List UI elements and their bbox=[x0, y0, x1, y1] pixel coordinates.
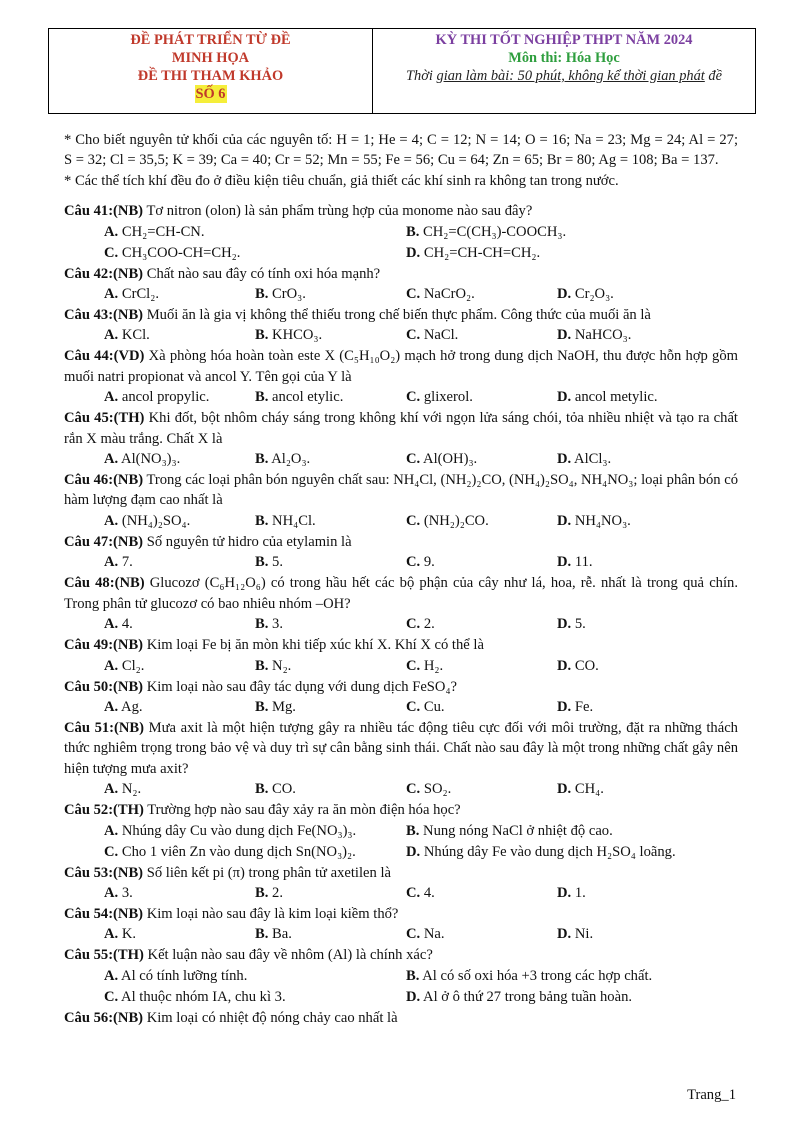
option-letter: A. bbox=[104, 657, 119, 674]
option-letter: D. bbox=[557, 781, 572, 798]
option-text: 4. bbox=[420, 884, 435, 901]
answer-option bbox=[406, 511, 557, 532]
option-text: Ni. bbox=[571, 926, 594, 943]
option-letter: D. bbox=[557, 512, 572, 529]
answer-options bbox=[64, 387, 738, 408]
option-letter: A. bbox=[104, 554, 119, 571]
option-letter: C. bbox=[104, 988, 119, 1005]
question-stem: Mưa axit là một hiện tượng gây ra nhiều tác động tiêu cực đối với môi trường, đặt ra những thách thức nghiêm trọng trong bảo vệ và duy trì sự cân bằng sinh thái. Chất nào sau đây là một trong những chất gây nên hiện tượng mưa axit? bbox=[64, 719, 738, 777]
option-letter: A. bbox=[104, 884, 119, 901]
question-item bbox=[64, 346, 738, 408]
option-text: Ag. bbox=[118, 698, 143, 715]
answer-options bbox=[64, 511, 738, 532]
option-text: Nung nóng NaCl ở nhiệt độ cao. bbox=[419, 822, 613, 839]
answer-option bbox=[557, 552, 738, 573]
option-text: Al có số oxi hóa +3 trong các hợp chất. bbox=[419, 967, 653, 984]
question-stem: Trường hợp nào sau đây xảy ra ăn mòn điện hóa học? bbox=[143, 802, 461, 819]
answer-options bbox=[64, 325, 738, 346]
question-text bbox=[64, 718, 738, 779]
answer-option bbox=[104, 821, 406, 842]
question-stem: Kết luận nào sau đây về nhôm (Al) là chính xác? bbox=[143, 947, 433, 964]
question-list bbox=[64, 201, 738, 1028]
option-letter: C. bbox=[406, 781, 421, 798]
option-text: ancol metylic. bbox=[571, 389, 658, 406]
option-letter: D. bbox=[557, 926, 572, 943]
answer-option bbox=[255, 511, 406, 532]
option-letter: D. bbox=[557, 389, 572, 406]
answer-options bbox=[64, 284, 738, 305]
option-text: 11. bbox=[571, 554, 593, 571]
answer-option bbox=[255, 924, 406, 945]
answer-option bbox=[406, 284, 557, 305]
option-text: AlCl₃. bbox=[571, 451, 612, 468]
option-letter: C. bbox=[406, 698, 421, 715]
option-letter: A. bbox=[104, 512, 119, 529]
option-letter: A. bbox=[104, 223, 119, 240]
option-letter: B. bbox=[255, 512, 269, 529]
option-letter: B. bbox=[255, 657, 269, 674]
answer-option bbox=[557, 449, 738, 470]
option-text: 2. bbox=[268, 884, 283, 901]
answer-option bbox=[104, 511, 255, 532]
answer-option bbox=[104, 284, 255, 305]
answer-option bbox=[255, 656, 406, 677]
option-letter: D. bbox=[557, 698, 572, 715]
option-text: H₂. bbox=[420, 657, 444, 674]
option-letter: B. bbox=[406, 967, 420, 984]
answer-option bbox=[557, 387, 738, 408]
question-label: Câu 43:(NB) bbox=[64, 307, 144, 324]
answer-options bbox=[64, 821, 738, 863]
option-text: 9. bbox=[420, 554, 435, 571]
option-letter: B. bbox=[406, 822, 420, 839]
answer-option bbox=[255, 284, 406, 305]
option-text: Al₂O₃. bbox=[268, 451, 311, 468]
answer-option bbox=[406, 656, 557, 677]
answer-option bbox=[104, 697, 255, 718]
option-letter: C. bbox=[104, 843, 119, 860]
header-left-line3: ĐỀ THI THAM KHẢO bbox=[137, 68, 284, 84]
option-text: Mg. bbox=[268, 698, 296, 715]
option-text: Al ở ô thứ 27 trong bảng tuần hoàn. bbox=[420, 988, 633, 1005]
option-text: Al(NO₃)₃. bbox=[118, 451, 181, 468]
answer-option bbox=[255, 614, 406, 635]
option-text: N₂. bbox=[118, 781, 142, 798]
question-label: Câu 44:(VD) bbox=[64, 348, 145, 365]
answer-option bbox=[406, 243, 738, 264]
question-text bbox=[64, 408, 738, 449]
answer-option bbox=[406, 821, 738, 842]
answer-options bbox=[64, 552, 738, 573]
answer-option bbox=[104, 779, 255, 800]
question-stem: Khi đốt, bột nhôm cháy sáng trong không khí với ngọn lửa sáng chói, tỏa nhiều nhiệt và tạo ra chất rắn X màu trắng. Chất X là bbox=[64, 410, 738, 447]
option-letter: B. bbox=[255, 554, 269, 571]
option-letter: A. bbox=[104, 286, 119, 303]
answer-option bbox=[406, 614, 557, 635]
option-letter: B. bbox=[255, 884, 269, 901]
answer-option bbox=[255, 449, 406, 470]
question-label: Câu 45:(TH) bbox=[64, 410, 145, 427]
note-gas-conditions: * Các thể tích khí đều đo ở điều kiện tiêu chuẩn, giả thiết các khí sinh ra không tan trong nước. bbox=[64, 172, 619, 189]
answer-option bbox=[104, 924, 255, 945]
option-text: 2. bbox=[420, 616, 435, 633]
option-letter: A. bbox=[104, 389, 119, 406]
option-letter: B. bbox=[255, 286, 269, 303]
option-text: KHCO₃. bbox=[268, 327, 323, 344]
question-item bbox=[64, 573, 738, 635]
answer-option bbox=[406, 552, 557, 573]
question-item bbox=[64, 863, 738, 904]
question-stem: Kim loại Fe bị ăn mòn khi tiếp xúc khí X. Khí X có thể là bbox=[143, 637, 484, 654]
option-letter: C. bbox=[406, 512, 421, 529]
question-item bbox=[64, 945, 738, 1007]
question-item bbox=[64, 1008, 738, 1028]
answer-option bbox=[557, 614, 738, 635]
header-left-line1: ĐỀ PHÁT TRIỂN TỪ ĐỀ bbox=[130, 32, 291, 48]
option-text: CO. bbox=[268, 781, 296, 798]
option-text: Nhúng dây Cu vào dung dịch Fe(NO₃)₃. bbox=[118, 822, 357, 839]
option-text: N₂. bbox=[268, 657, 292, 674]
question-stem: Xà phòng hóa hoàn toàn este X (C₅H₁₀O₂) mạch hở trong dung dịch NaOH, thu được hỗn hợp gồm muối natri propionat và ancol Y. Tên gọi của Y là bbox=[64, 348, 738, 385]
answer-option bbox=[104, 842, 406, 863]
option-text: CH₃COO-CH=CH₂. bbox=[118, 244, 241, 261]
question-label: Câu 49:(NB) bbox=[64, 637, 144, 654]
question-item bbox=[64, 718, 738, 800]
answer-options bbox=[64, 924, 738, 945]
exam-content bbox=[64, 130, 738, 1028]
option-letter: D. bbox=[557, 884, 572, 901]
question-label: Câu 46:(NB) bbox=[64, 472, 144, 489]
exam-title: KỲ THI TỐT NGHIỆP THPT NĂM 2024 bbox=[435, 32, 693, 48]
option-text: K. bbox=[118, 926, 137, 943]
answer-options bbox=[64, 222, 738, 264]
question-label: Câu 50:(NB) bbox=[64, 678, 144, 695]
question-stem: Glucozơ (C₆H₁₂O₆) có trong hầu hết các bộ phận của cây như lá, hoa, rễ. nhất là trong quả chín. Trong phân tử glucozơ có bao nhiêu nhóm –OH? bbox=[64, 575, 738, 612]
option-letter: C. bbox=[406, 926, 421, 943]
option-letter: C. bbox=[406, 616, 421, 633]
answer-option bbox=[255, 325, 406, 346]
option-text: Cl₂. bbox=[118, 657, 145, 674]
option-text: 3. bbox=[118, 884, 133, 901]
question-label: Câu 56:(NB) bbox=[64, 1009, 144, 1026]
question-text bbox=[64, 863, 738, 883]
answer-option bbox=[104, 243, 406, 264]
option-letter: B. bbox=[255, 698, 269, 715]
option-letter: D. bbox=[557, 616, 572, 633]
answer-option bbox=[406, 449, 557, 470]
exam-number-badge: SỐ 6 bbox=[195, 86, 226, 102]
note-atomic-masses: * Cho biết nguyên tử khối của các nguyên tố: H = 1; He = 4; C = 12; N = 14; O = 16; Na = 23; Mg = 24; Al = 27; S = 32; Cl = 35,5; K = 39; Ca = 40; Cr = 52; Mn = 55; Fe = 56; Cu = 64; Zn = 65; Br = 80; Ag = 108; Ba = 137. bbox=[64, 132, 738, 169]
question-item bbox=[64, 470, 738, 532]
option-text: Na. bbox=[420, 926, 445, 943]
option-text: Fe. bbox=[571, 698, 594, 715]
option-text: CH₂=CH-CH=CH₂. bbox=[420, 244, 541, 261]
option-letter: C. bbox=[406, 327, 421, 344]
option-text: NH₄Cl. bbox=[268, 512, 316, 529]
answer-options bbox=[64, 779, 738, 800]
option-letter: B. bbox=[255, 389, 269, 406]
answer-option bbox=[406, 222, 738, 243]
option-text: Al(OH)₃. bbox=[420, 451, 478, 468]
option-text: CH₄. bbox=[571, 781, 604, 798]
option-text: NaHCO₃. bbox=[571, 327, 632, 344]
question-item bbox=[64, 677, 738, 718]
option-text: 5. bbox=[268, 554, 283, 571]
option-letter: C. bbox=[406, 554, 421, 571]
answer-option bbox=[255, 779, 406, 800]
option-text: ancol propylic. bbox=[118, 389, 210, 406]
answer-options bbox=[64, 966, 738, 1008]
question-item bbox=[64, 904, 738, 945]
question-label: Câu 51:(NB) bbox=[64, 719, 145, 736]
option-letter: C. bbox=[406, 286, 421, 303]
question-stem: Chất nào sau đây có tính oxi hóa mạnh? bbox=[143, 265, 381, 282]
option-text: Cu. bbox=[420, 698, 445, 715]
answer-option bbox=[255, 883, 406, 904]
option-text: 3. bbox=[268, 616, 283, 633]
option-text: Cr₂O₃. bbox=[571, 286, 614, 303]
option-text: 7. bbox=[118, 554, 133, 571]
option-letter: A. bbox=[104, 781, 119, 798]
answer-option bbox=[104, 883, 255, 904]
answer-option bbox=[406, 842, 738, 863]
option-text: CH₂=C(CH₃)-COOCH₃. bbox=[419, 223, 567, 240]
answer-option bbox=[557, 284, 738, 305]
answer-options bbox=[64, 614, 738, 635]
option-letter: D. bbox=[557, 286, 572, 303]
option-text: Ba. bbox=[268, 926, 292, 943]
answer-option bbox=[104, 387, 255, 408]
answer-option bbox=[557, 656, 738, 677]
answer-options bbox=[64, 656, 738, 677]
exam-header bbox=[48, 28, 756, 114]
option-text: KCl. bbox=[118, 327, 150, 344]
option-text: CH₂=CH-CN. bbox=[118, 223, 205, 240]
question-label: Câu 53:(NB) bbox=[64, 864, 144, 881]
answer-options bbox=[64, 449, 738, 470]
option-letter: B. bbox=[255, 327, 269, 344]
question-label: Câu 48:(NB) bbox=[64, 575, 145, 592]
question-stem: Kim loại có nhiệt độ nóng chảy cao nhất là bbox=[143, 1009, 398, 1026]
option-text: (NH₂)₂CO. bbox=[420, 512, 489, 529]
notes bbox=[64, 130, 738, 191]
question-label: Câu 41:(NB) bbox=[64, 203, 144, 220]
answer-option bbox=[557, 511, 738, 532]
option-letter: B. bbox=[255, 781, 269, 798]
answer-option bbox=[406, 387, 557, 408]
answer-option bbox=[104, 966, 406, 987]
option-text: CO. bbox=[571, 657, 599, 674]
question-item bbox=[64, 635, 738, 676]
answer-option bbox=[557, 697, 738, 718]
option-letter: D. bbox=[406, 244, 421, 261]
answer-option bbox=[104, 325, 255, 346]
question-stem: Số nguyên tử hidro của etylamin là bbox=[143, 533, 352, 550]
option-letter: D. bbox=[557, 327, 572, 344]
option-letter: C. bbox=[406, 389, 421, 406]
option-text: Al có tính lưỡng tính. bbox=[118, 967, 248, 984]
question-item bbox=[64, 305, 738, 346]
option-letter: B. bbox=[255, 926, 269, 943]
option-letter: D. bbox=[557, 554, 572, 571]
time-limit: Thời gian làm bài: 50 phút, không kể thời gian phát đề bbox=[406, 68, 722, 84]
question-item bbox=[64, 532, 738, 573]
option-letter: B. bbox=[406, 223, 420, 240]
option-letter: D. bbox=[557, 657, 572, 674]
question-label: Câu 54:(NB) bbox=[64, 905, 144, 922]
option-letter: A. bbox=[104, 616, 119, 633]
option-letter: C. bbox=[406, 451, 421, 468]
answer-option bbox=[406, 924, 557, 945]
option-text: NaCrO₂. bbox=[420, 286, 475, 303]
question-stem: Muối ăn là gia vị không thể thiếu trong chế biến thực phẩm. Công thức của muối ăn là bbox=[143, 307, 651, 324]
question-item bbox=[64, 408, 738, 470]
question-text bbox=[64, 904, 738, 924]
option-letter: A. bbox=[104, 698, 119, 715]
option-letter: A. bbox=[104, 822, 119, 839]
question-label: Câu 47:(NB) bbox=[64, 533, 144, 550]
option-text: CrO₃. bbox=[268, 286, 306, 303]
question-text bbox=[64, 305, 738, 325]
question-text bbox=[64, 264, 738, 284]
answer-option bbox=[406, 325, 557, 346]
option-text: 4. bbox=[118, 616, 133, 633]
answer-option bbox=[406, 779, 557, 800]
option-text: Nhúng dây Fe vào dung dịch H₂SO₄ loãng. bbox=[420, 843, 676, 860]
option-text: CrCl₂. bbox=[118, 286, 159, 303]
question-stem: Kim loại nào sau đây là kim loại kiềm thổ? bbox=[143, 905, 399, 922]
option-letter: B. bbox=[255, 616, 269, 633]
option-letter: D. bbox=[406, 843, 421, 860]
page-number: Trang_1 bbox=[687, 1087, 736, 1103]
question-text bbox=[64, 677, 738, 697]
answer-options bbox=[64, 697, 738, 718]
answer-options bbox=[64, 883, 738, 904]
option-letter: D. bbox=[406, 988, 421, 1005]
answer-option bbox=[104, 614, 255, 635]
option-text: NH₄NO₃. bbox=[571, 512, 631, 529]
question-text bbox=[64, 573, 738, 614]
question-text bbox=[64, 945, 738, 965]
option-text: NaCl. bbox=[420, 327, 459, 344]
option-letter: C. bbox=[104, 244, 119, 261]
option-text: SO₂. bbox=[420, 781, 452, 798]
question-text bbox=[64, 201, 738, 221]
answer-option bbox=[255, 552, 406, 573]
option-text: Al thuộc nhóm IA, chu kì 3. bbox=[118, 988, 286, 1005]
answer-option bbox=[406, 966, 738, 987]
question-item bbox=[64, 800, 738, 862]
option-letter: A. bbox=[104, 926, 119, 943]
option-letter: C. bbox=[406, 884, 421, 901]
option-text: 5. bbox=[571, 616, 586, 633]
option-letter: A. bbox=[104, 451, 119, 468]
option-letter: B. bbox=[255, 451, 269, 468]
header-left bbox=[49, 29, 373, 113]
answer-option bbox=[104, 987, 406, 1008]
answer-option bbox=[557, 325, 738, 346]
option-letter: C. bbox=[406, 657, 421, 674]
question-stem: Số liên kết pi (π) trong phân tử axetilen là bbox=[143, 864, 391, 881]
question-stem: Tơ nitron (olon) là sản phẩm trùng hợp của monome nào sau đây? bbox=[143, 203, 533, 220]
question-text bbox=[64, 800, 738, 820]
answer-option bbox=[104, 449, 255, 470]
option-text: ancol etylic. bbox=[268, 389, 344, 406]
answer-option bbox=[557, 883, 738, 904]
question-text bbox=[64, 532, 738, 552]
question-text bbox=[64, 1008, 738, 1028]
answer-option bbox=[255, 697, 406, 718]
option-text: (NH₄)₂SO₄. bbox=[118, 512, 191, 529]
answer-option bbox=[406, 883, 557, 904]
answer-option bbox=[104, 552, 255, 573]
answer-option bbox=[406, 987, 738, 1008]
question-item bbox=[64, 201, 738, 263]
header-right bbox=[373, 29, 755, 113]
answer-option bbox=[406, 697, 557, 718]
question-item bbox=[64, 264, 738, 305]
answer-option bbox=[557, 924, 738, 945]
question-label: Câu 55:(TH) bbox=[64, 947, 144, 964]
question-label: Câu 52:(TH) bbox=[64, 802, 144, 819]
question-label: Câu 42:(NB) bbox=[64, 265, 144, 282]
question-stem: Trong các loại phân bón nguyên chất sau: NH₄Cl, (NH₂)₂CO, (NH₄)₂SO₄, NH₄NO₃; loại phân bón có hàm lượng đạm cao nhất là bbox=[64, 472, 738, 509]
option-text: Cho 1 viên Zn vào dung dịch Sn(NO₃)₂. bbox=[118, 843, 356, 860]
option-letter: D. bbox=[557, 451, 572, 468]
option-text: 1. bbox=[571, 884, 586, 901]
option-letter: A. bbox=[104, 967, 119, 984]
question-text bbox=[64, 346, 738, 387]
answer-option bbox=[104, 656, 255, 677]
option-text: glixerol. bbox=[420, 389, 473, 406]
subject-title: Môn thi: Hóa Học bbox=[508, 50, 620, 66]
question-text bbox=[64, 635, 738, 655]
answer-option bbox=[255, 387, 406, 408]
answer-option bbox=[557, 779, 738, 800]
answer-option bbox=[104, 222, 406, 243]
option-letter: A. bbox=[104, 327, 119, 344]
header-left-line2: MINH HỌA bbox=[171, 50, 250, 66]
question-stem: Kim loại nào sau đây tác dụng với dung dịch FeSO₄? bbox=[143, 678, 458, 695]
question-text bbox=[64, 470, 738, 511]
